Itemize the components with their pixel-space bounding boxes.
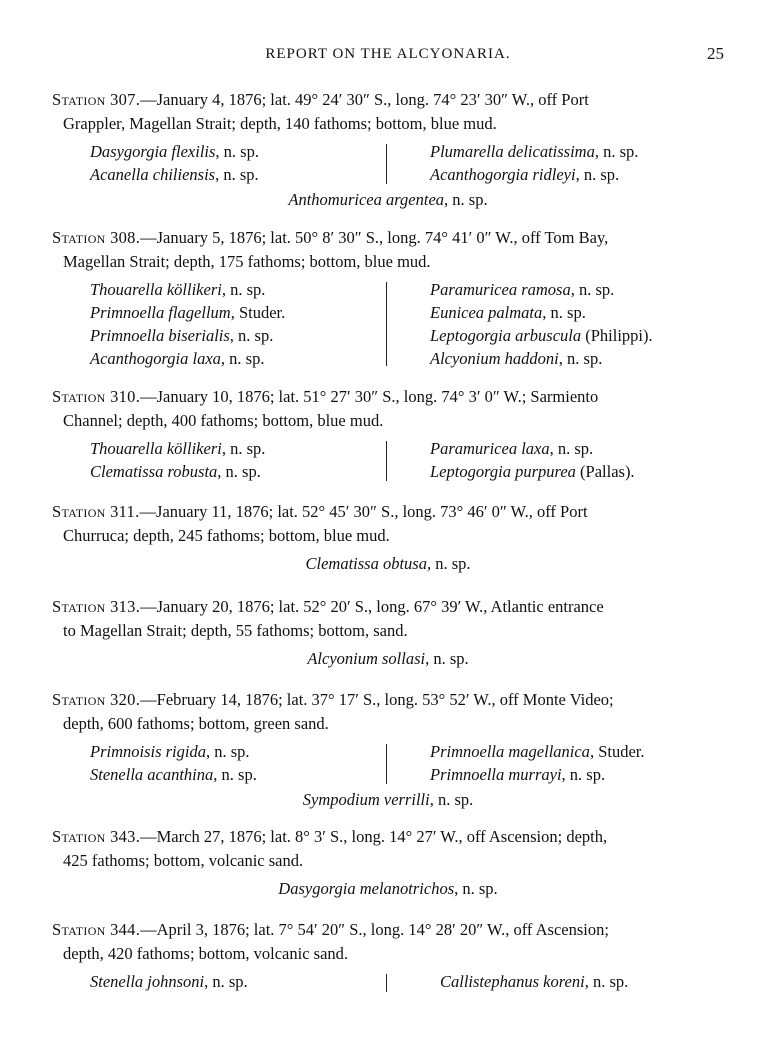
species-entry: Callistephanus koreni, n. sp. <box>440 972 629 991</box>
column-divider <box>386 441 387 481</box>
species-entry: Eunicea palmata, n. sp. <box>430 303 586 322</box>
station-entry <box>52 500 726 548</box>
station-310 <box>0 385 776 483</box>
species-entry: Thouarella köllikeri, n. sp. <box>90 439 266 458</box>
species-entry: Alcyonium haddoni, n. sp. <box>430 349 603 368</box>
species-entry: Clematissa robusta, n. sp. <box>90 462 261 481</box>
species-entry: Leptogorgia purpurea (Pallas). <box>430 462 635 481</box>
station-343 <box>0 825 776 901</box>
species-entry: Stenella johnsoni, n. sp. <box>90 972 248 991</box>
species-entry: Acanella chiliensis, n. sp. <box>90 165 259 184</box>
station-308 <box>0 226 776 370</box>
species-entry: Leptogorgia arbuscula (Philippi). <box>430 326 653 345</box>
station-entry <box>52 595 726 643</box>
station-entry <box>52 825 726 873</box>
species-entry: Dasygorgia flexilis, n. sp. <box>90 142 259 161</box>
station-label: Station 320. <box>52 690 141 709</box>
species-column-right <box>430 437 635 483</box>
species-column-left <box>90 437 265 483</box>
station-details-line2: Grappler, Magellan Strait; depth, 140 fathoms; bottom, blue mud. <box>63 114 497 133</box>
station-details-line2: Channel; depth, 400 fathoms; bottom, blue mud. <box>63 411 384 430</box>
station-311 <box>0 500 776 576</box>
station-details-line1: —January 5, 1876; lat. 50° 8′ 30″ S., long. 74° 41′ 0″ W., off Tom Bay, <box>140 228 609 247</box>
column-divider <box>386 744 387 784</box>
station-details-line1: —February 14, 1876; lat. 37° 17′ S., long. 53° 52′ W., off Monte Video; <box>140 690 614 709</box>
station-entry <box>52 88 726 136</box>
station-313 <box>0 595 776 671</box>
station-307 <box>0 88 776 212</box>
species-column-left <box>90 140 259 186</box>
station-details-line2: 425 fathoms; bottom, volcanic sand. <box>63 851 304 870</box>
species-centered: Anthomuricea argentea, n. sp. <box>288 190 488 209</box>
species-entry: Paramuricea ramosa, n. sp. <box>430 280 615 299</box>
species-column-left <box>90 970 248 993</box>
species-entry: Paramuricea laxa, n. sp. <box>430 439 594 458</box>
station-label: Station 313. <box>52 597 141 616</box>
station-details-line1: —January 20, 1876; lat. 52° 20′ S., long. 67° 39′ W., Atlantic entrance <box>140 597 604 616</box>
species-entry: Primnoella biserialis, n. sp. <box>90 326 274 345</box>
station-details-line2: Churruca; depth, 245 fathoms; bottom, blue mud. <box>63 526 390 545</box>
species-column-right <box>440 970 628 993</box>
species-column-right <box>430 140 638 186</box>
species-entry: Plumarella delicatissima, n. sp. <box>430 142 639 161</box>
station-entry <box>52 918 726 966</box>
station-details-line1: —January 4, 1876; lat. 49° 24′ 30″ S., long. 74° 23′ 30″ W., off Port <box>140 90 589 109</box>
species-entry: Primnoella flagellum, Studer. <box>90 303 286 322</box>
page-number: 25 <box>707 44 724 63</box>
station-344 <box>0 918 776 993</box>
species-entry: Primnoisis rigida, n. sp. <box>90 742 250 761</box>
species-entry: Acanthogorgia laxa, n. sp. <box>90 349 265 368</box>
station-label: Station 343. <box>52 827 141 846</box>
species-list <box>0 970 776 993</box>
station-label: Station 307. <box>52 90 141 109</box>
species-list <box>0 140 776 186</box>
station-label: Station 310. <box>52 387 141 406</box>
station-label: Station 308. <box>52 228 141 247</box>
station-label: Station 311. <box>52 502 140 521</box>
species-entry: Thouarella köllikeri, n. sp. <box>90 280 266 299</box>
species-centered: Sympodium verrilli, n. sp. <box>302 790 474 809</box>
species-list <box>0 740 776 786</box>
column-divider <box>386 282 387 366</box>
species-centered: Dasygorgia melanotrichos, n. sp. <box>278 879 498 898</box>
column-divider <box>386 974 387 992</box>
station-details-line1: —April 3, 1876; lat. 7° 54′ 20″ S., long. 14° 28′ 20″ W., off Ascension; <box>140 920 609 939</box>
species-entry: Acanthogorgia ridleyi, n. sp. <box>430 165 620 184</box>
species-entry: Primnoella murrayi, n. sp. <box>430 765 606 784</box>
station-details-line2: depth, 420 fathoms; bottom, volcanic sand. <box>63 944 349 963</box>
running-title: REPORT ON THE ALCYONARIA. <box>265 46 511 62</box>
species-centered: Alcyonium sollasi, n. sp. <box>307 649 469 668</box>
species-list <box>0 278 776 370</box>
species-list <box>0 437 776 483</box>
station-details-line1: —January 11, 1876; lat. 52° 45′ 30″ S., long. 73° 46′ 0″ W., off Port <box>139 502 588 521</box>
species-column-left <box>90 740 257 786</box>
station-entry <box>52 385 726 433</box>
species-column-right <box>430 740 644 786</box>
station-entry <box>52 688 726 736</box>
running-header <box>0 46 776 70</box>
station-label: Station 344. <box>52 920 141 939</box>
station-details-line1: —March 27, 1876; lat. 8° 3′ S., long. 14° 27′ W., off Ascension; depth, <box>140 827 608 846</box>
species-column-right <box>430 278 653 370</box>
station-entry <box>52 226 726 274</box>
station-details-line2: to Magellan Strait; depth, 55 fathoms; bottom, sand. <box>63 621 408 640</box>
species-entry: Primnoella magellanica, Studer. <box>430 742 645 761</box>
species-entry: Stenella acanthina, n. sp. <box>90 765 257 784</box>
species-column-left <box>90 278 285 370</box>
station-details-line2: depth, 600 fathoms; bottom, green sand. <box>63 714 329 733</box>
station-details-line1: —January 10, 1876; lat. 51° 27′ 30″ S., long. 74° 3′ 0″ W.; Sarmiento <box>140 387 599 406</box>
species-centered: Clematissa obtusa, n. sp. <box>305 554 471 573</box>
station-details-line2: Magellan Strait; depth, 175 fathoms; bottom, blue mud. <box>63 252 431 271</box>
column-divider <box>386 144 387 184</box>
station-320 <box>0 688 776 812</box>
